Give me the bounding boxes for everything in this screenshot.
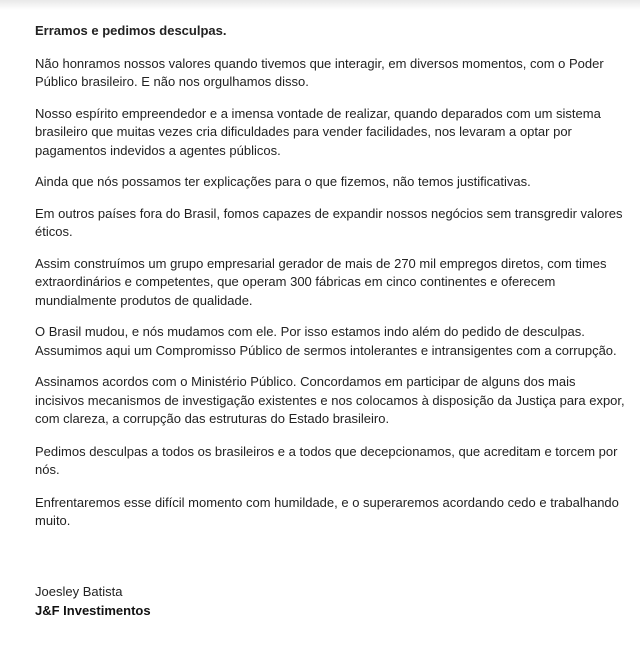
paragraph-4: Em outros países fora do Brasil, fomos capazes de expandir nossos negócios sem transgredir valores éticos. (35, 205, 623, 239)
paragraph-1: Não honramos nossos valores quando tivemos que interagir, em diversos momentos, com o Poder Público brasileiro. E não nos orgulhamos disso. (35, 55, 604, 89)
paragraph-6: O Brasil mudou, e nós mudamos com ele. Por isso estamos indo além do pedido de desculpas. Assumimos aqui um Compromisso Público de sermos intolerantes e intransigentes com a corrupção. (35, 324, 617, 358)
page-top-shadow (0, 0, 640, 10)
letter-title: Erramos e pedimos desculpas. (35, 23, 227, 38)
paragraph-9: Enfrentaremos esse difícil momento com humildade, e o superaremos acordando cedo e trabalhando muito. (35, 494, 619, 528)
paragraph-2: Nosso espírito empreendedor e a imensa vontade de realizar, quando deparados com um sistema brasileiro que muitas vezes cria dificuldades para vender facilidades, nos levaram a optar por pagamentos indevidos a agentes públicos. (35, 105, 601, 158)
signature-name: Joesley Batista (35, 584, 123, 599)
letter-body (35, 22, 625, 544)
paragraph-3: Ainda que nós possamos ter explicações para o que fizemos, não temos justificativas. (35, 174, 531, 189)
paragraph-7: Assinamos acordos com o Ministério Público. Concordamos em participar de alguns dos mais incisivos mecanismos de investigação existentes e nos colocamos à disposição da Justiça para expor, com clareza, a corrupção das estruturas do Estado brasileiro. (35, 374, 625, 426)
paragraph-8: Pedimos desculpas a todos os brasileiros e a todos que decepcionamos, que acreditam e torcem por nós. (35, 443, 618, 477)
signature-block (35, 583, 151, 620)
paragraph-5: Assim construímos um grupo empresarial gerador de mais de 270 mil empregos diretos, com times extraordinários e competentes, que operam 300 fábricas em cinco continentes e oferecem mundialmente produtos de qualidade. (35, 255, 607, 308)
signature-company: J&F Investimentos (35, 602, 151, 618)
